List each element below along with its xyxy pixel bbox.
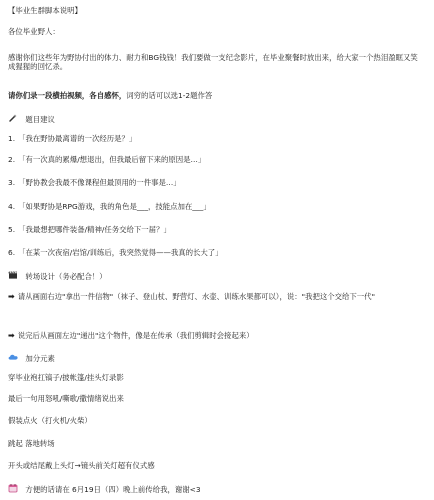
topic-text: 「我最想把哪件装备/精神/任务交给下一届？」 — [18, 225, 171, 234]
instruction-bold-text: 请你们录一段横拍视频，各自感怀， — [8, 91, 127, 100]
topic-number: 5. — [8, 225, 16, 234]
greeting-line: 各位毕业野人： — [8, 27, 60, 36]
instruction-line — [8, 91, 426, 100]
topic-item — [8, 134, 426, 143]
transition-item — [8, 292, 424, 302]
topic-text: 「在某一次夜宿/岩馆/训练后，我突然觉得——我真的长大了」 — [18, 248, 223, 257]
intro-paragraph: 感谢你们这些年为野协付出的体力、耐力和BG钱钱！我们要做一支纪念影片，在毕业聚餐时放出来，给大家一个热泪盈眶又笑成猩猩的回忆杀。 — [8, 53, 418, 72]
extra-item: 开头或结尾戴上头灯→镜头前关灯超有仪式感 — [8, 461, 155, 470]
extra-item: 穿毕业袍扛镐子/披帐篷/挂头灯录影 — [8, 373, 124, 382]
topic-number: 2. — [8, 155, 16, 164]
arrow-right-icon: ➡ — [8, 331, 15, 340]
topic-item — [8, 155, 426, 164]
topic-text: 「如果野协是RPG游戏，我的角色是___，技能点加在___」 — [18, 202, 211, 211]
topic-text: 「有一次真的累爆/想退出，但我最后留下来的原因是…」 — [18, 155, 206, 164]
topic-text: 「我在野协最离谱的一次经历是？」 — [18, 134, 137, 143]
deadline-text: 方便的话请在 6月19日（四）晚上前传给我，谢谢<3 — [25, 485, 201, 494]
extras-heading-text: 加分元素 — [25, 354, 55, 363]
transition-text: 说完后从画面左边"递出"这个物件，像是在传承（我们剪辑时会接起来） — [17, 331, 254, 340]
topics-heading-text: 题目建议 — [25, 115, 55, 124]
topic-item — [8, 248, 426, 257]
transition-heading — [8, 270, 426, 282]
topics-heading — [8, 113, 426, 125]
arrow-right-icon: ➡ — [8, 292, 15, 301]
topic-number: 6. — [8, 248, 16, 257]
deadline-icon — [8, 483, 18, 495]
extra-item: 跳起 落地转场 — [8, 439, 55, 448]
transition-text: 请从画面右边"拿出一件信物"（袜子、登山杖、野营灯、水壶、训练水果都可以），说："我把这个交给下一代" — [17, 292, 375, 301]
transition-heading-text: 转场设计（务必配合！） — [25, 272, 107, 281]
topic-number: 3. — [8, 178, 16, 187]
deadline-line — [8, 483, 426, 495]
topic-number: 4. — [8, 202, 16, 211]
topic-item — [8, 225, 426, 234]
topic-item — [8, 178, 426, 187]
clapperboard-icon — [8, 270, 18, 282]
extra-item: 假装点火（打火机/火柴） — [8, 416, 92, 425]
instruction-rest-text: 词穷的话可以选1-2题作答 — [126, 91, 213, 100]
transition-item — [8, 331, 426, 341]
magic-wand-icon — [8, 113, 18, 125]
topic-number: 1. — [8, 134, 16, 143]
cloud-icon — [8, 352, 18, 364]
document-title: 【毕业生群脚本说明】 — [8, 6, 82, 15]
topic-item — [8, 202, 426, 211]
topic-text: 「野协教会我最不像课程但最顶用的一件事是…」 — [18, 178, 181, 187]
extra-item: 最后一句用怒吼/嘶歌/撒情绪说出来 — [8, 394, 124, 403]
extras-heading — [8, 352, 426, 364]
